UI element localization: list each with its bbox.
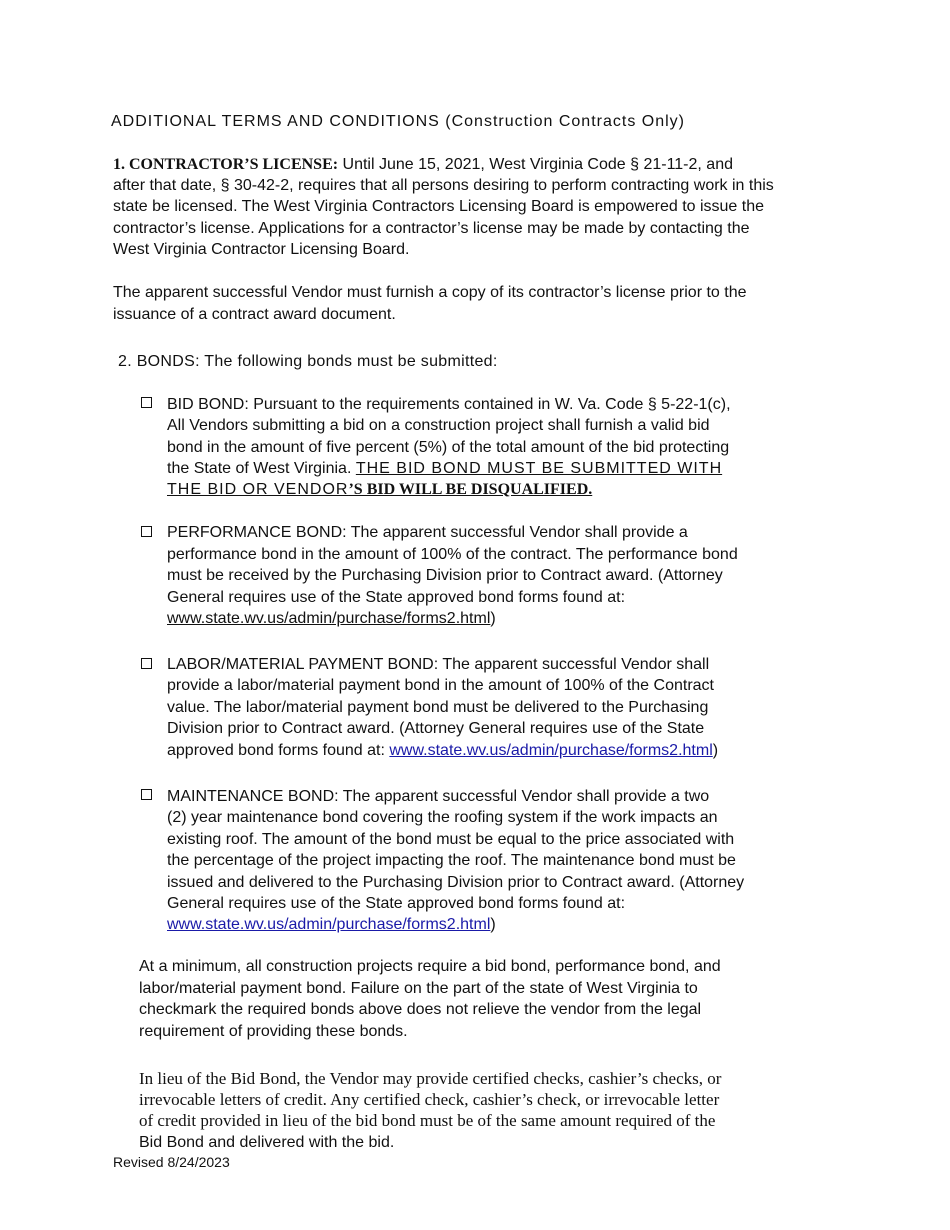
maintenance-bond-checkbox[interactable] <box>141 789 152 800</box>
maintenance-bond-line-4: the percentage of the project impacting the roof. The maintenance bond must be <box>167 852 736 869</box>
labor-bond-line-5: approved bond forms found at: www.state.wv.us/admin/purchase/forms2.html) <box>167 742 719 759</box>
performance-bond-line-3: must be received by the Purchasing Division prior to Contract award. (Attorney <box>167 567 723 584</box>
labor-bond-line-4: Division prior to Contract award. (Attorney General requires use of the State <box>167 720 705 737</box>
bid-bond-warning-1: THE BID BOND MUST BE SUBMITTED WITH <box>355 460 723 477</box>
maintenance-bond-line-1: MAINTENANCE BOND: The apparent successful Vendor shall provide a two <box>167 788 710 805</box>
section1-line-3: state be licensed. The West Virginia Contractors Licensing Board is empowered to issue the <box>113 198 765 215</box>
maintenance-bond-line-6: General requires use of the State approved bond forms found at: <box>167 895 626 912</box>
performance-bond-line-5: www.state.wv.us/admin/purchase/forms2.html) <box>167 610 496 627</box>
performance-bond-line-1: PERFORMANCE BOND: The apparent successful Vendor shall provide a <box>167 524 688 541</box>
maintenance-bond-line-7: www.state.wv.us/admin/purchase/forms2.html) <box>167 916 496 933</box>
section1-line-4: contractor’s license. Applications for a contractor’s license may be made by contacting the <box>113 220 750 237</box>
bid-bond-checkbox[interactable] <box>141 397 152 408</box>
labor-bond-line-2: provide a labor/material payment bond in the amount of 100% of the Contract <box>167 677 714 694</box>
bid-bond-line-2: All Vendors submitting a bid on a construction project shall furnish a valid bid <box>167 417 710 434</box>
performance-bond-forms-link[interactable]: www.state.wv.us/admin/purchase/forms2.html <box>167 610 491 627</box>
section1-line-1: 1. CONTRACTOR’S LICENSE: Until June 15, 2021, West Virginia Code § 21-11-2, and <box>113 156 733 173</box>
minimum-line-2: labor/material payment bond. Failure on the part of the state of West Virginia to <box>139 980 698 997</box>
minimum-line-4: requirement of providing these bonds. <box>139 1023 408 1040</box>
performance-bond-line-4: General requires use of the State approved bond forms found at: <box>167 589 626 606</box>
minimum-line-1: At a minimum, all construction projects require a bid bond, performance bond, and <box>139 958 721 975</box>
in-lieu-line-1: In lieu of the Bid Bond, the Vendor may provide certified checks, cashier’s checks, or <box>139 1069 722 1088</box>
labor-bond-line-1: LABOR/MATERIAL PAYMENT BOND: The apparent successful Vendor shall <box>167 656 710 673</box>
minimum-line-3: checkmark the required bonds above does not relieve the vendor from the legal <box>139 1001 702 1018</box>
in-lieu-line-4: Bid Bond and delivered with the bid. <box>139 1134 395 1151</box>
performance-bond-line-2: performance bond in the amount of 100% of the contract. The performance bond <box>167 546 738 563</box>
bonds-heading: 2. BONDS: The following bonds must be submitted: <box>118 353 498 370</box>
bid-bond-line-3: bond in the amount of five percent (5%) of the total amount of the bid protecting <box>167 439 730 456</box>
bid-bond-line-1: BID BOND: Pursuant to the requirements contained in W. Va. Code § 5-22-1(c), <box>167 396 731 413</box>
section1-line-5: West Virginia Contractor Licensing Board. <box>113 241 410 258</box>
section1-p2-line-1: The apparent successful Vendor must furnish a copy of its contractor’s license prior to the <box>113 284 747 301</box>
maintenance-bond-line-5: issued and delivered to the Purchasing Division prior to Contract award. (Attorney <box>167 874 745 891</box>
labor-material-bond-checkbox[interactable] <box>141 658 152 669</box>
in-lieu-line-2: irrevocable letters of credit. Any certified check, cashier’s check, or irrevocable letter <box>139 1090 720 1109</box>
performance-bond-checkbox[interactable] <box>141 526 152 537</box>
bid-bond-line-4: the State of West Virginia. THE BID BOND MUST BE SUBMITTED WITH <box>167 460 723 477</box>
revision-footer: Revised 8/24/2023 <box>113 1154 230 1170</box>
page-title: ADDITIONAL TERMS AND CONDITIONS (Construction Contracts Only) <box>111 113 685 130</box>
contractors-license-label: 1. CONTRACTOR’S LICENSE: <box>113 156 339 173</box>
bid-bond-warning-2a: THE BID OR VENDOR <box>167 481 349 498</box>
bid-bond-line-5 <box>167 479 592 500</box>
in-lieu-line-3: of credit provided in lieu of the bid bond must be of the same amount required of the <box>139 1111 716 1130</box>
labor-bond-forms-link[interactable]: www.state.wv.us/admin/purchase/forms2.html <box>389 742 713 759</box>
labor-bond-line-3: value. The labor/material payment bond must be delivered to the Purchasing <box>167 699 709 716</box>
maintenance-bond-forms-link[interactable]: www.state.wv.us/admin/purchase/forms2.html <box>167 916 491 933</box>
bid-bond-warning-2b: ’S BID WILL BE DISQUALIFIED. <box>348 481 593 498</box>
section1-line-2: after that date, § 30-42-2, requires that all persons desiring to perform contracting work in this <box>113 177 774 194</box>
section1-p2-line-2: issuance of a contract award document. <box>113 306 396 323</box>
maintenance-bond-line-3: existing roof. The amount of the bond must be equal to the price associated with <box>167 831 735 848</box>
maintenance-bond-line-2: (2) year maintenance bond covering the roofing system if the work impacts an <box>167 809 718 826</box>
